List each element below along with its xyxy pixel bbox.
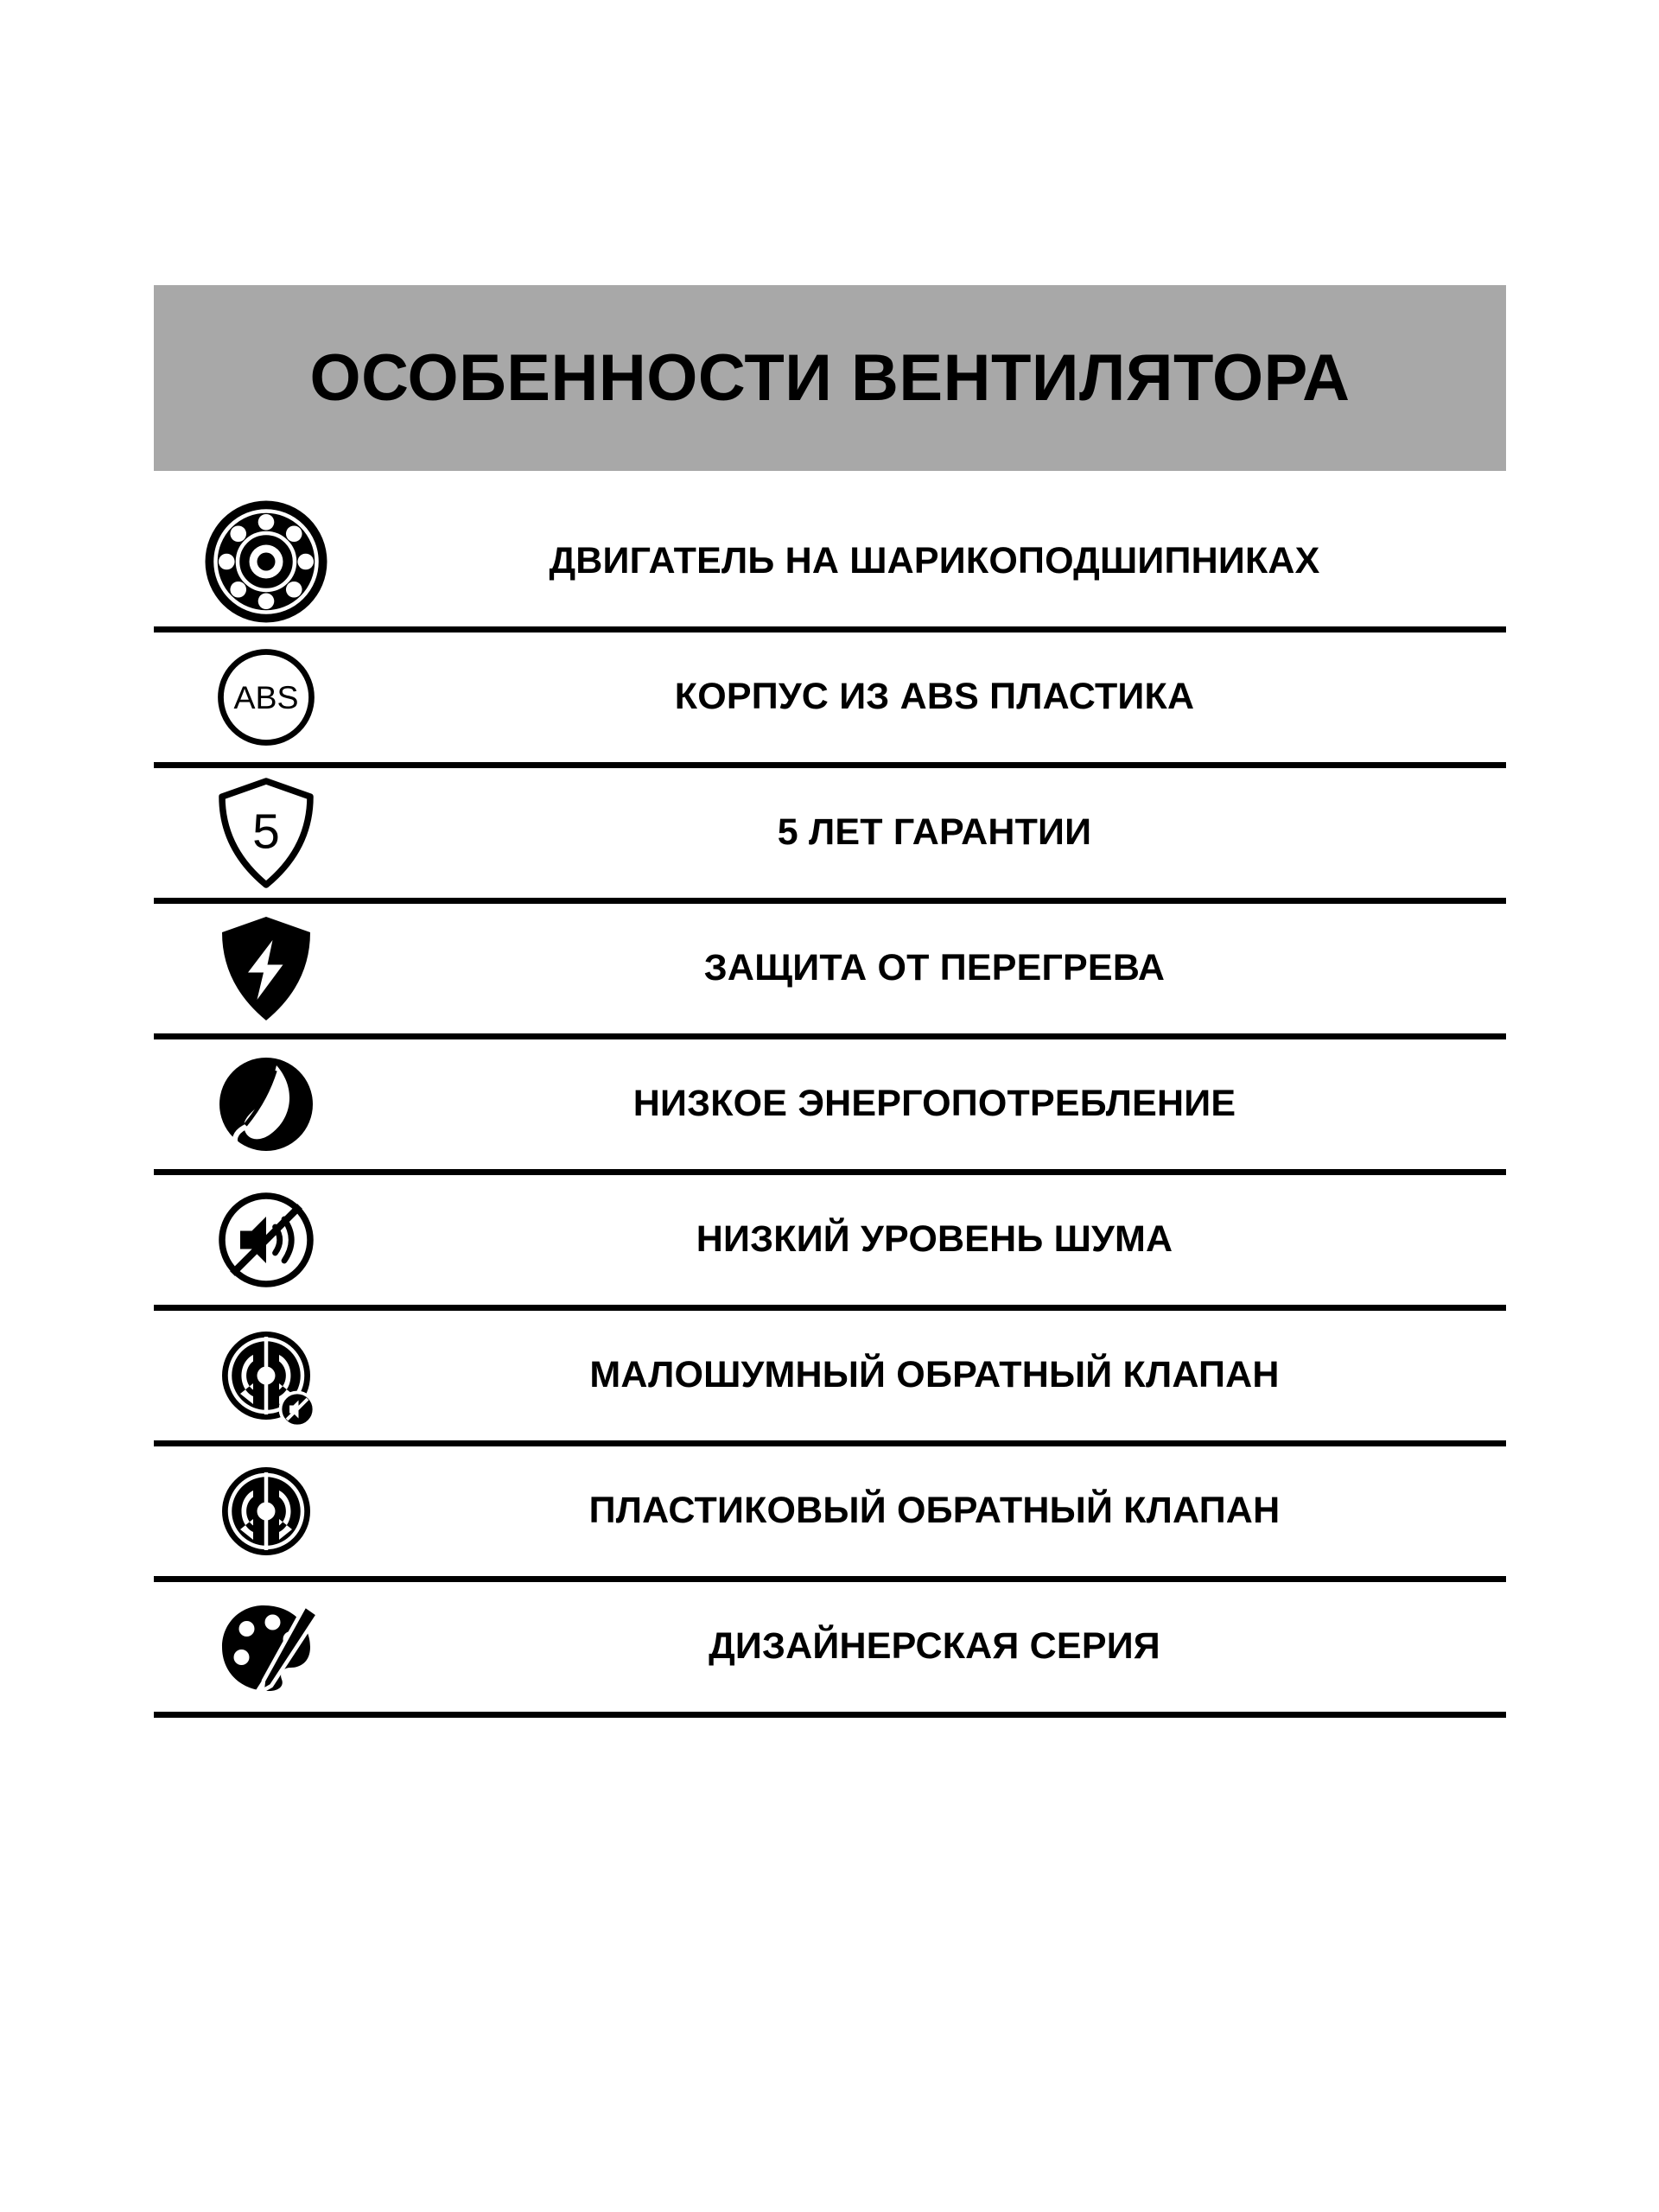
- plastic-check-valve-icon: [154, 1444, 378, 1580]
- feature-row: [154, 1446, 1506, 1582]
- feature-label: КОРПУС ИЗ ABS ПЛАСТИКА: [674, 676, 1195, 718]
- features-panel: [154, 285, 1506, 1718]
- warranty-shield-icon: [154, 766, 378, 901]
- feature-label-cell: [378, 1220, 1506, 1259]
- silent-check-valve-icon: [154, 1308, 378, 1444]
- warranty-icon-text: 5: [252, 804, 280, 860]
- feature-row: [154, 632, 1506, 768]
- abs-plastic-icon: [154, 630, 378, 766]
- mute-speaker-icon: [154, 1173, 378, 1308]
- feature-label-cell: [378, 949, 1506, 988]
- feature-label-cell: [378, 813, 1506, 852]
- feature-label: НИЗКОЕ ЭНЕРГОПОТРЕБЛЕНИЕ: [632, 1083, 1236, 1125]
- feature-row: [154, 768, 1506, 904]
- feature-row: [154, 1311, 1506, 1446]
- page-title: ОСОБЕННОСТИ ВЕНТИЛЯТОРА: [309, 340, 1351, 415]
- ball-bearing-icon: [154, 494, 378, 630]
- feature-label: ДВИГАТЕЛЬ НА ШАРИКОПОДШИПНИКАХ: [549, 540, 1320, 582]
- feature-row: [154, 1175, 1506, 1311]
- feature-label: 5 ЛЕТ ГАРАНТИИ: [777, 811, 1092, 854]
- abs-icon-text: ABS: [233, 679, 299, 715]
- overheat-protection-shield-icon: [154, 901, 378, 1037]
- feature-label: ДИЗАЙНЕРСКАЯ СЕРИЯ: [709, 1625, 1160, 1668]
- low-energy-leaf-icon: [154, 1037, 378, 1173]
- feature-label: ЗАЩИТА ОТ ПЕРЕГРЕВА: [703, 947, 1166, 989]
- feature-label: ПЛАСТИКОВЫЙ ОБРАТНЫЙ КЛАПАН: [588, 1490, 1281, 1532]
- feature-label-cell: [378, 1356, 1506, 1395]
- feature-label-cell: [378, 1627, 1506, 1666]
- feature-label: НИЗКИЙ УРОВЕНЬ ШУМА: [696, 1218, 1173, 1261]
- header-bar: [154, 285, 1506, 471]
- feature-label-cell: [378, 542, 1506, 581]
- feature-row: [154, 497, 1506, 632]
- feature-row: [154, 1039, 1506, 1175]
- feature-row: [154, 904, 1506, 1039]
- feature-label-cell: [378, 677, 1506, 716]
- feature-label-cell: [378, 1084, 1506, 1123]
- feature-row: [154, 1582, 1506, 1718]
- designer-palette-icon: [154, 1580, 378, 1715]
- features-list: [154, 497, 1506, 1718]
- feature-label: МАЛОШУМНЫЙ ОБРАТНЫЙ КЛАПАН: [589, 1354, 1280, 1396]
- feature-label-cell: [378, 1491, 1506, 1530]
